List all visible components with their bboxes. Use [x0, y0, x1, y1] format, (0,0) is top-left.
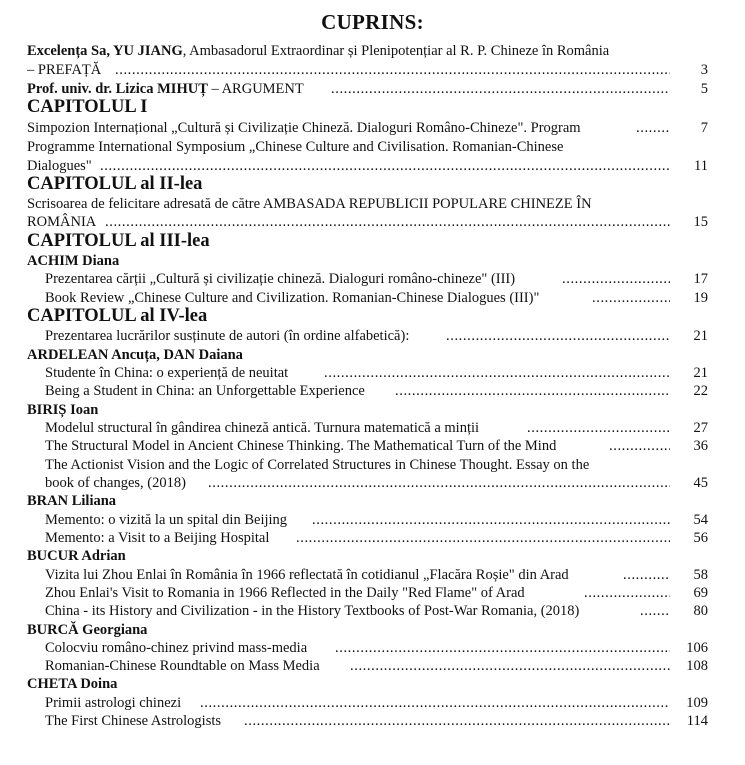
leader-dots — [636, 119, 670, 137]
toc-entry: Book Review „Chinese Culture and Civilization. Romanian-Chinese Dialogues (III)" — [45, 290, 540, 306]
leader-dots — [105, 213, 670, 231]
page-number: 3 — [700, 62, 708, 78]
entry-text: , Ambasadorul Extraordinar și Plenipotențiar al R. P. Chineze în România — [182, 43, 610, 59]
page-number: 69 — [693, 585, 708, 601]
leader-dots — [584, 584, 670, 602]
page-number: 11 — [694, 158, 708, 174]
page-number: 36 — [693, 438, 708, 454]
page-number: 17 — [693, 271, 708, 287]
toc-entry: Colocviu româno-chinez privind mass-media — [45, 640, 308, 656]
chapter-heading: CAPITOLUL al IV-lea — [27, 306, 208, 326]
leader-dots — [296, 529, 670, 547]
page-number: 21 — [693, 365, 708, 381]
toc-entry-preface-line2: – PREFAȚĂ — [27, 62, 102, 78]
leader-dots — [350, 657, 670, 675]
page-number: 58 — [693, 567, 708, 583]
toc-entry: Romanian-Chinese Roundtable on Mass Media — [45, 658, 320, 674]
toc-entry: Memento: o vizită la un spital din Beijing — [45, 512, 288, 528]
leader-dots — [623, 566, 670, 584]
leader-dots — [312, 511, 670, 529]
toc-entry: Prezentarea lucrărilor susținute de autori (în ordine alfabetică): — [45, 328, 410, 344]
toc-entry: Primii astrologi chinezi — [45, 695, 182, 711]
author-name: ACHIM Diana — [27, 253, 120, 269]
leader-dots — [200, 694, 670, 712]
toc-entry-line1: The Actionist Vision and the Logic of Correlated Structures in Chinese Thought. Essay on the — [45, 457, 590, 473]
author-name: BIRIȘ Ioan — [27, 402, 99, 418]
page-number: 21 — [693, 328, 708, 344]
toc-entry: Memento: a Visit to a Beijing Hospital — [45, 530, 270, 546]
page-number: 19 — [693, 290, 708, 306]
chapter-heading: CAPITOLUL al II-lea — [27, 174, 203, 194]
leader-dots — [527, 419, 670, 437]
author-name: BURCĂ Georgiana — [27, 622, 148, 638]
page-number: 45 — [693, 475, 708, 491]
toc-entry-line2: book of changes, (2018) — [45, 475, 186, 491]
toc-entry: Zhou Enlai's Visit to Romania in 1966 Reflected in the Daily "Red Flame" of Arad — [45, 585, 525, 601]
author-name: BUCUR Adrian — [27, 548, 126, 564]
author-name: ARDELEAN Ancuța, DAN Daiana — [27, 347, 243, 363]
entry-text: – ARGUMENT — [207, 81, 304, 97]
chapter-heading: CAPITOLUL I — [27, 97, 148, 117]
page-number: 15 — [693, 214, 708, 230]
leader-dots — [115, 61, 670, 79]
toc-entry-line1: Programme International Symposium „Chinese Culture and Civilisation. Romanian-Chinese — [27, 139, 564, 155]
chapter-heading: CAPITOLUL al III-lea — [27, 231, 210, 251]
page-number: 27 — [693, 420, 708, 436]
toc-entry: The First Chinese Astrologists — [45, 713, 222, 729]
toc-entry: Simpozion Internațional „Cultură și Civilizație Chineză. Dialoguri Româno-Chineze". Program — [27, 120, 581, 136]
author-name: BRAN Liliana — [27, 493, 117, 509]
leader-dots — [335, 639, 670, 657]
author-name: Excelența Sa, YU JIANG — [27, 43, 183, 59]
toc-entry: China - its History and Civilization - in the History Textbooks of Post-War Romania, (2018) — [45, 603, 580, 619]
toc-entry-line2: ROMÂNIA — [27, 214, 97, 230]
leader-dots — [446, 327, 670, 345]
page-number: 106 — [686, 640, 708, 656]
page-number: 109 — [686, 695, 708, 711]
leader-dots — [324, 364, 670, 382]
toc-entry: Studente în China: o experiență de neuitat — [45, 365, 289, 381]
page-number: 22 — [693, 383, 708, 399]
page-number: 54 — [693, 512, 708, 528]
leader-dots — [640, 602, 670, 620]
toc-entry: Vizita lui Zhou Enlai în România în 1966 reflectată în cotidianul „Flacăra Roșie" din Arad — [45, 567, 569, 583]
author-name: CHETA Doina — [27, 676, 118, 692]
leader-dots — [395, 382, 670, 400]
leader-dots — [609, 437, 670, 455]
leader-dots — [244, 712, 670, 730]
leader-dots — [562, 270, 670, 288]
toc-entry: The Structural Model in Ancient Chinese Thinking. The Mathematical Turn of the Mind — [45, 438, 557, 454]
toc-entry: Being a Student in China: an Unforgettable Experience — [45, 383, 365, 399]
leader-dots — [331, 80, 670, 98]
leader-dots — [208, 474, 670, 492]
page-number: 80 — [693, 603, 708, 619]
author-name: Prof. univ. dr. Lizica MIHUȚ — [27, 81, 208, 97]
page-number: 5 — [700, 81, 708, 97]
toc-entry: Prezentarea cărții „Cultură și civilizație chineză. Dialoguri româno-chineze" (III) — [45, 271, 516, 287]
page-title: CUPRINS: — [321, 10, 424, 34]
toc-entry: Modelul structural în gândirea chineză antică. Turnura matematică a minții — [45, 420, 480, 436]
leader-dots — [592, 289, 670, 307]
page-number: 56 — [693, 530, 708, 546]
page-number: 114 — [686, 713, 708, 729]
page-number: 7 — [700, 120, 708, 136]
page-number: 108 — [686, 658, 708, 674]
toc-entry-line1: Scrisoarea de felicitare adresată de către AMBASADA REPUBLICII POPULARE CHINEZE ÎN — [27, 196, 592, 212]
toc-entry-preface-line1 — [27, 42, 609, 60]
toc-entry-line2: Dialogues" — [27, 158, 92, 174]
